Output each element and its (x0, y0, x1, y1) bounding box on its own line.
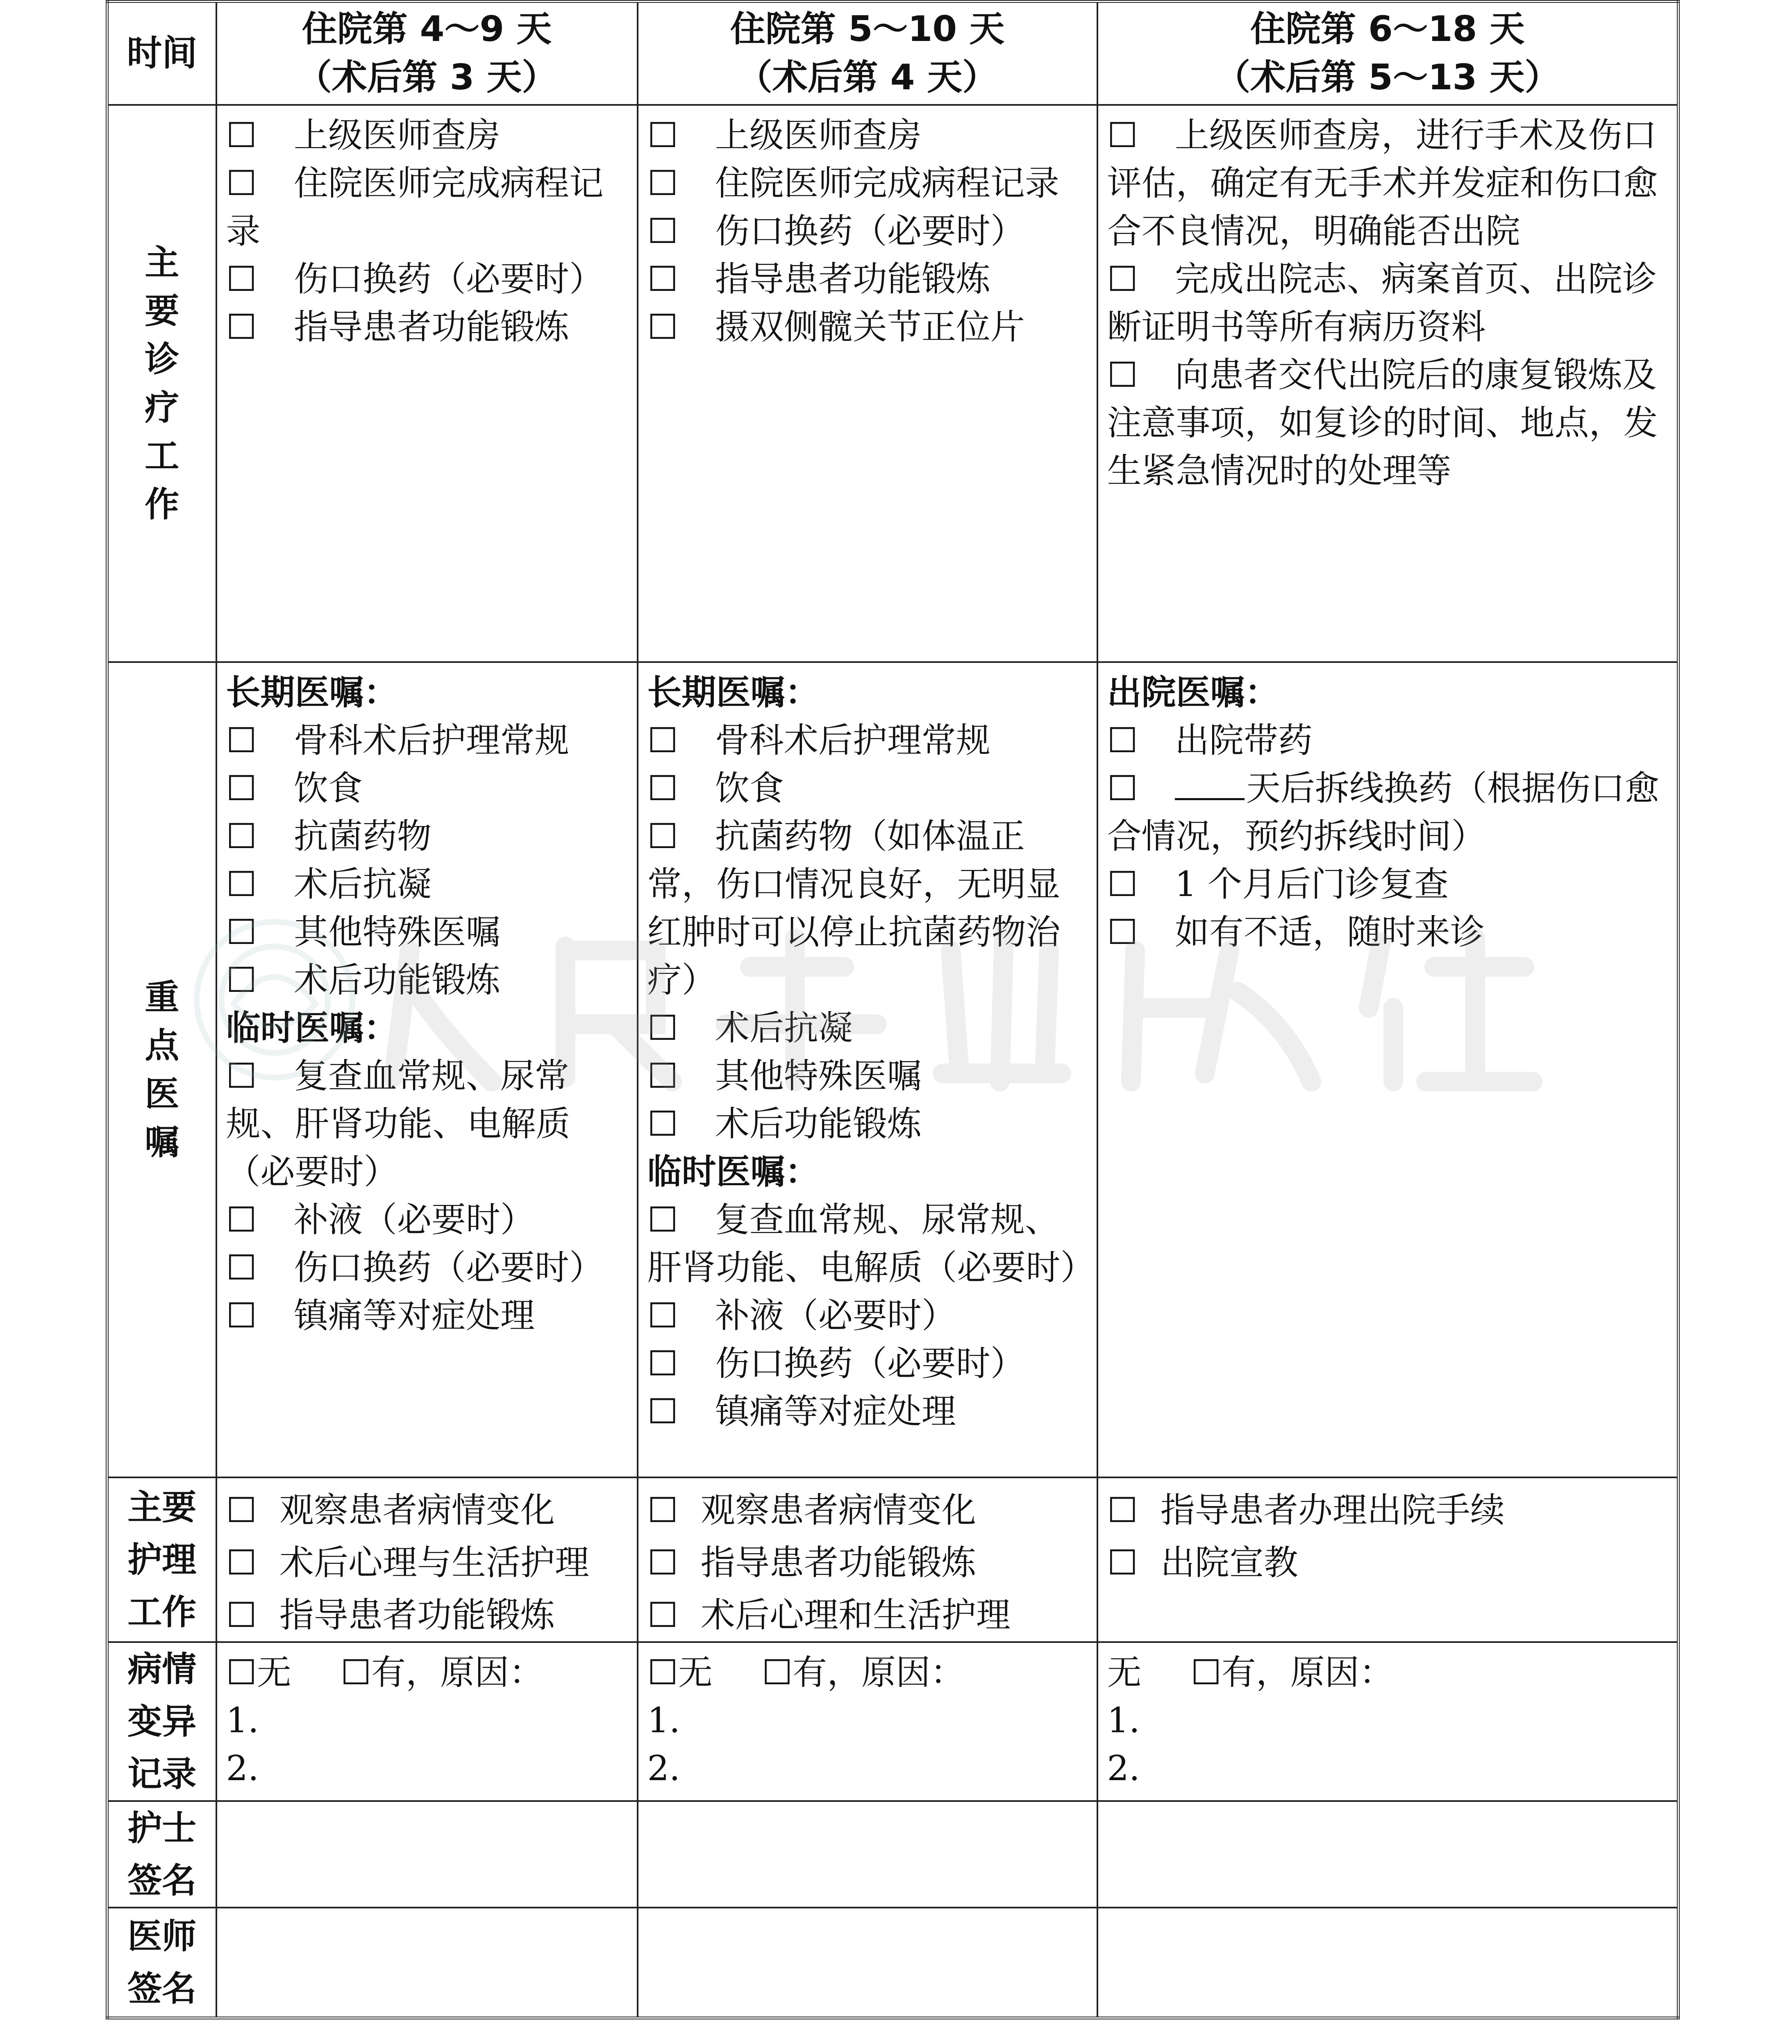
checklist-item (647, 159, 1088, 207)
checkbox[interactable]: ☐ (226, 720, 257, 760)
temporary-orders-title: 临时医嘱： (226, 1007, 398, 1048)
row-label-part: 签名 (127, 1860, 197, 1901)
diagnosis-row (107, 105, 1678, 662)
long-term-orders-title: 长期医嘱： (647, 672, 820, 712)
checkbox[interactable]: ☐ (1107, 912, 1138, 952)
item-text: 镇痛等对症处理 (293, 1295, 535, 1336)
checklist-item (226, 111, 628, 159)
checkbox[interactable]: ☐ (647, 1007, 678, 1048)
item-text: 指导患者功能锻炼 (293, 306, 569, 347)
item-text: 完成出院志、病案首页、出院诊断证明书等所有病历资料 (1107, 259, 1657, 347)
item-text: 饮食 (293, 768, 363, 808)
doctor-signature-field[interactable] (638, 1908, 1097, 2018)
checklist-item (226, 1589, 628, 1641)
item-text: 观察患者病情变化 (700, 1490, 976, 1530)
checkbox[interactable]: ☐ (226, 1595, 257, 1635)
variance-none-option[interactable]: 无 (1107, 1652, 1142, 1692)
column-header-day-4-9 (216, 2, 638, 105)
item-text: 术后功能锻炼 (293, 960, 500, 1000)
checkbox[interactable]: ☐ (647, 1595, 678, 1635)
variance-col3 (1097, 1642, 1678, 1801)
diagnosis-row-label (107, 105, 216, 662)
column-header-line: 住院第 4～9 天 (302, 9, 552, 50)
column-header-line: 住院第 6～18 天 (1250, 9, 1525, 50)
nurse-signature-label (107, 1801, 216, 1908)
nursing-row (107, 1477, 1678, 1642)
diagnosis-col2 (638, 105, 1097, 662)
checkbox[interactable]: ☐ (647, 306, 678, 347)
column-header-line: 住院第 5～10 天 (730, 9, 1005, 50)
variance-none-option[interactable]: ☐无 (226, 1652, 291, 1692)
checklist-item (647, 1340, 1088, 1388)
variance-yes-option[interactable]: ☐有，原因： (761, 1652, 965, 1692)
row-label-part: 医师 (127, 1916, 197, 1956)
row-label-part: 要 (145, 290, 179, 331)
item-text: 指导患者功能锻炼 (715, 259, 990, 299)
checklist-item (1107, 1536, 1668, 1589)
nurse-signature-row (107, 1801, 1678, 1908)
checklist-item (647, 1100, 1088, 1148)
checklist-item (226, 956, 628, 1004)
checklist-item (226, 1292, 628, 1340)
nursing-col3 (1097, 1477, 1678, 1642)
checkbox[interactable]: ☐ (647, 1490, 678, 1530)
row-label-part: 工作 (127, 1592, 197, 1632)
item-text: 术后心理与生活护理 (279, 1542, 589, 1583)
item-text: 复查血常规、尿常规、肝肾功能、电解质（必要时） (647, 1199, 1095, 1288)
orders-row-label (107, 662, 216, 1477)
temporary-orders-title: 临时医嘱： (647, 1151, 820, 1192)
checkbox[interactable]: ☐ (647, 1055, 678, 1096)
checklist-item (226, 717, 628, 765)
nursing-col2 (638, 1477, 1097, 1642)
item-text: 如有不适，随时来诊 (1174, 912, 1485, 952)
item-text: 饮食 (715, 768, 784, 808)
item-text: 住院医师完成病程记录 (715, 163, 1059, 203)
checklist-item (647, 717, 1088, 765)
checkbox[interactable]: ☐ (647, 1103, 678, 1144)
row-label-part: 点 (145, 1025, 179, 1066)
checklist-item (647, 1388, 1088, 1436)
checkbox[interactable]: ☐ (226, 306, 257, 347)
checklist-item (1107, 351, 1668, 495)
checklist-item (1107, 255, 1668, 351)
item-text: 术后抗凝 (293, 864, 432, 904)
orders-row (107, 662, 1678, 1477)
checkbox[interactable]: ☐ (226, 1247, 257, 1288)
row-label-part: 工 (145, 436, 179, 476)
checklist-item (226, 159, 628, 255)
checkbox[interactable]: ☐ (226, 1199, 257, 1240)
row-label-part: 签名 (127, 1968, 197, 2009)
item-text: 镇痛等对症处理 (715, 1391, 956, 1431)
item-text: 抗菌药物（如体温正常，伤口情况良好，无明显红肿时可以停止抗菌药物治疗） (647, 816, 1061, 1000)
checklist-item (226, 1244, 628, 1292)
nurse-signature-field[interactable] (216, 1801, 638, 1908)
item-text: 上级医师查房 (293, 115, 500, 155)
item-text: 出院宣教 (1160, 1542, 1298, 1583)
checkbox[interactable]: ☐ (1107, 354, 1138, 395)
item-text: 摄双侧髋关节正位片 (715, 306, 1025, 347)
stitch-removal-days-blank[interactable] (1175, 769, 1245, 800)
item-text: 骨科术后护理常规 (715, 720, 990, 760)
item-text: 术后功能锻炼 (715, 1103, 922, 1144)
variance-yes-option[interactable]: ☐有，原因： (340, 1652, 544, 1692)
row-label-part: 主要 (127, 1487, 197, 1527)
variance-yes-option[interactable]: ☐有，原因： (1190, 1652, 1394, 1692)
checkbox[interactable]: ☐ (1107, 720, 1138, 760)
row-label-part: 医 (145, 1073, 179, 1114)
item-text: 伤口换药（必要时） (293, 1247, 604, 1288)
column-header-day-6-18 (1097, 2, 1678, 105)
item-text: 1 个月后门诊复查 (1174, 864, 1449, 904)
nurse-signature-field[interactable] (1097, 1801, 1678, 1908)
checkbox[interactable]: ☐ (647, 768, 678, 808)
checklist-item (226, 255, 628, 303)
item-text: 其他特殊医嘱 (293, 912, 500, 952)
checklist-item (1107, 111, 1668, 255)
variance-reason-1: 1. (1107, 1700, 1140, 1740)
item-text: 伤口换药（必要时） (715, 1343, 1025, 1384)
item-text: 指导患者功能锻炼 (700, 1542, 976, 1583)
checkbox[interactable]: ☐ (647, 259, 678, 299)
checklist-item (1107, 717, 1668, 765)
column-header-day-5-10 (638, 2, 1097, 105)
checkbox[interactable]: ☐ (226, 259, 257, 299)
item-text: 出院带药 (1174, 720, 1313, 760)
temporary-orders-list (647, 1196, 1095, 1436)
item-text: 骨科术后护理常规 (293, 720, 569, 760)
checkbox[interactable]: ☐ (1107, 1542, 1138, 1583)
item-text: 补液（必要时） (715, 1295, 956, 1336)
item-text: 上级医师查房 (715, 115, 922, 155)
item-text: 向患者交代出院后的康复锻炼及注意事项，如复诊的时间、地点，发生紧急情况时的处理等 (1107, 354, 1658, 491)
row-label-part: 疗 (145, 387, 179, 428)
variance-row (107, 1642, 1678, 1801)
item-text: 观察患者病情变化 (279, 1490, 555, 1530)
item-text: 复查血常规、尿常规、肝肾功能、电解质（必要时） (226, 1055, 570, 1192)
checklist-item (1107, 908, 1668, 956)
checkbox[interactable]: ☐ (647, 720, 678, 760)
checklist-item (226, 1536, 628, 1589)
long-term-orders-title: 长期医嘱： (226, 672, 398, 712)
checklist-item (647, 1292, 1088, 1340)
checklist-item (647, 812, 1088, 1004)
checkbox[interactable]: ☐ (226, 768, 257, 808)
item-text: 上级医师查房，进行手术及伤口评估，确定有无手术并发症和伤口愈合不良情况，明确能否出院 (1107, 115, 1658, 251)
nursing-col1 (216, 1477, 638, 1642)
checkbox[interactable]: ☐ (1107, 259, 1138, 299)
doctor-signature-label (107, 1908, 216, 2018)
checklist-item (647, 303, 1088, 351)
checklist-item (1107, 860, 1668, 908)
checkbox[interactable]: ☐ (647, 1343, 678, 1384)
checklist-item (226, 908, 628, 956)
column-header-line: （术后第 3 天） (296, 57, 557, 98)
item-text: 指导患者办理出院手续 (1160, 1490, 1505, 1530)
checkbox[interactable]: ☐ (647, 1391, 678, 1431)
checkbox[interactable]: ☐ (1107, 864, 1138, 904)
diagnosis-col1 (216, 105, 638, 662)
checkbox[interactable]: ☐ (226, 1055, 257, 1096)
row-label-part: 记录 (127, 1754, 197, 1794)
variance-col2 (638, 1642, 1097, 1801)
long-term-orders-list (647, 717, 1088, 1148)
header-row (107, 2, 1678, 105)
variance-reason-2: 2. (226, 1748, 259, 1788)
variance-row-label (107, 1642, 216, 1801)
checklist-item (647, 111, 1088, 159)
checklist-item (226, 1484, 628, 1536)
item-text: 天后拆线换药（根据伤口愈合情况，预约拆线时间） (1107, 768, 1659, 856)
doctor-signature-row (107, 1908, 1678, 2018)
variance-none-option[interactable]: ☐无 (647, 1652, 713, 1692)
row-label-part: 护士 (127, 1808, 197, 1848)
variance-reason-1: 1. (226, 1700, 259, 1740)
checklist-item (647, 1004, 1088, 1052)
checklist-item (647, 1589, 1088, 1641)
item-text: 术后心理和生活护理 (700, 1595, 1011, 1635)
item-text: 伤口换药（必要时） (715, 211, 1025, 251)
checkbox[interactable]: ☐ (1107, 768, 1138, 808)
checklist-item (647, 1196, 1095, 1292)
row-label-part: 重 (145, 977, 179, 1017)
column-header-line: （术后第 4 天） (737, 57, 998, 98)
checkbox[interactable]: ☐ (226, 1542, 257, 1583)
checkbox[interactable]: ☐ (226, 864, 257, 904)
checkbox[interactable]: ☐ (226, 960, 257, 1000)
row-label-part: 护理 (127, 1539, 197, 1580)
doctor-signature-field[interactable] (1097, 1908, 1678, 2018)
item-text: 伤口换药（必要时） (293, 259, 604, 299)
checklist-item (647, 255, 1088, 303)
discharge-orders-title: 出院医嘱： (1107, 672, 1279, 712)
nurse-signature-field[interactable] (638, 1801, 1097, 1908)
checkbox[interactable]: ☐ (647, 211, 678, 251)
item-text: 其他特殊医嘱 (715, 1055, 922, 1096)
checklist-item (647, 207, 1088, 255)
row-label-part: 作 (145, 484, 179, 524)
variance-col1 (216, 1642, 638, 1801)
checklist-item (226, 1196, 628, 1244)
checkbox[interactable]: ☐ (226, 1490, 257, 1530)
checkbox[interactable]: ☐ (226, 912, 257, 952)
checkbox[interactable]: ☐ (226, 816, 257, 856)
item-text: 术后抗凝 (715, 1007, 853, 1048)
checkbox[interactable]: ☐ (226, 1295, 257, 1336)
clinical-pathway-table (106, 0, 1680, 2019)
diagnosis-col3 (1097, 105, 1678, 662)
checklist-item (1107, 1484, 1668, 1536)
checklist-item (1107, 765, 1668, 860)
checklist-item (647, 765, 1088, 812)
row-label-part: 嘱 (145, 1122, 179, 1162)
orders-col2 (638, 662, 1097, 1477)
checkbox[interactable]: ☐ (1107, 115, 1138, 155)
column-header-line: （术后第 5～13 天） (1215, 57, 1560, 98)
item-text: 指导患者功能锻炼 (279, 1595, 555, 1635)
checklist-item (226, 303, 628, 351)
row-label-part: 主 (145, 242, 179, 283)
checkbox[interactable]: ☐ (647, 115, 678, 155)
checkbox[interactable]: ☐ (647, 816, 678, 856)
checklist-item (226, 1052, 628, 1196)
checklist-item (226, 765, 628, 812)
row-label-part: 变异 (127, 1701, 197, 1742)
item-text: 住院医师完成病程记录 (226, 163, 604, 251)
checklist-item (226, 860, 628, 908)
time-label: 时间 (107, 2, 216, 105)
checklist-item (226, 812, 628, 860)
row-label-part: 病情 (127, 1649, 197, 1689)
checkbox[interactable]: ☐ (1107, 1490, 1138, 1530)
checklist-item (647, 1536, 1088, 1589)
long-term-orders-list (226, 717, 628, 1004)
doctor-signature-field[interactable] (216, 1908, 638, 2018)
checkbox[interactable]: ☐ (647, 1199, 678, 1240)
variance-reason-2: 2. (1107, 1748, 1140, 1788)
row-label-part: 诊 (145, 339, 179, 379)
checkbox[interactable]: ☐ (226, 115, 257, 155)
item-text: 补液（必要时） (293, 1199, 535, 1240)
item-text: 抗菌药物 (293, 816, 432, 856)
checklist-item (647, 1484, 1088, 1536)
checkbox[interactable]: ☐ (647, 163, 678, 203)
variance-reason-2: 2. (647, 1748, 680, 1788)
variance-reason-1: 1. (647, 1700, 680, 1740)
orders-col3 (1097, 662, 1678, 1477)
clinical-pathway-sheet (106, 0, 1677, 2009)
orders-col1 (216, 662, 638, 1477)
checkbox[interactable]: ☐ (647, 1542, 678, 1583)
checkbox[interactable]: ☐ (647, 1295, 678, 1336)
temporary-orders-list (226, 1052, 628, 1340)
nursing-row-label (107, 1477, 216, 1642)
checkbox[interactable]: ☐ (226, 163, 257, 203)
checklist-item (647, 1052, 1088, 1100)
